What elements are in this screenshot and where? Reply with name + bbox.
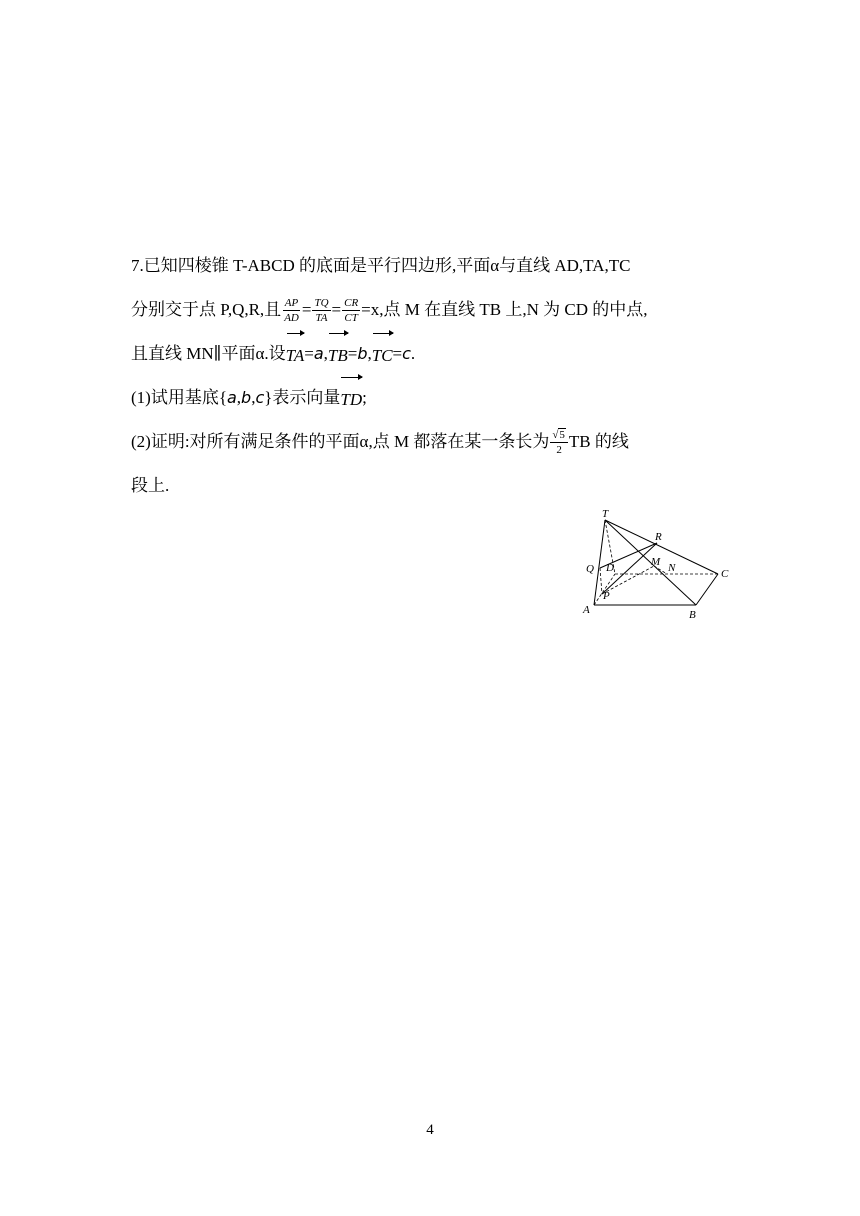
label-c: C (721, 568, 729, 580)
basis-c: c (255, 388, 265, 407)
part-1-prefix: (1)试用基底{ (131, 388, 227, 407)
label-t: T (602, 508, 609, 520)
vector-ta: TA (286, 330, 305, 378)
edge-tc (605, 520, 718, 574)
fraction-cr-ct: $\frac{CR}{CT}$ (344, 296, 359, 324)
fraction-sqrt5-over-2 (550, 429, 568, 456)
label-q: Q (586, 563, 594, 575)
equals-sign: = (301, 300, 312, 319)
edge-bc (696, 574, 718, 605)
part-1-mid: }表示向量 (264, 388, 341, 407)
problem-line-3 (131, 332, 751, 376)
var-b: b (357, 344, 368, 363)
vector-tb: TB (328, 330, 348, 378)
label-r: R (655, 531, 662, 543)
problem-statement-line-2-prefix: 分别交于点 P,Q,R,且 (131, 300, 282, 319)
part-2 (131, 420, 751, 464)
comma: , (367, 344, 372, 363)
equals-sign: = (392, 344, 403, 363)
problem-7 (131, 244, 751, 508)
label-n: N (668, 562, 676, 574)
label-p: P (603, 590, 610, 602)
segment-qp (600, 568, 602, 594)
problem-line-1 (131, 244, 751, 288)
fraction-tq-ta: $\frac{TQ}{TA}$ (314, 296, 329, 324)
comma: , (323, 344, 328, 363)
problem-statement-line-1: 7.已知四棱锥 T-ABCD 的底面是平行四边形,平面α与直线 AD,TA,TC (131, 256, 631, 275)
label-a: A (583, 604, 590, 616)
part-2-prefix: (2)证明:对所有满足条件的平面α,点 M 都落在某一条长为 (131, 432, 550, 451)
comma: , (236, 388, 242, 407)
basis-a: a (226, 388, 237, 407)
part-2-continuation: 段上. (131, 476, 170, 495)
comma: , (251, 388, 256, 407)
label-d: D (606, 562, 614, 574)
part-1-suffix: ; (362, 388, 367, 407)
part-2-suffix: TB 的线 (568, 432, 629, 451)
fraction-ap-ad: $\frac{AP}{AD}$ (284, 296, 299, 324)
sqrt-radicand: 5 (559, 428, 565, 441)
equals-sign: = (347, 344, 358, 363)
vector-tc: TC (372, 330, 393, 378)
pyramid-figure (578, 506, 748, 626)
problem-statement-line-2-suffix: =x,点 M 在直线 TB 上,N 为 CD 的中点, (361, 300, 648, 319)
vector-td: TD (340, 374, 362, 422)
part-1 (131, 376, 751, 420)
part-2-line-2 (131, 464, 751, 508)
equals-sign: = (304, 344, 314, 363)
label-b: B (689, 609, 696, 621)
period: . (410, 344, 416, 363)
problem-statement-line-3-prefix: 且直线 MN∥平面α.设 (131, 344, 286, 363)
var-c: c (402, 344, 411, 363)
var-a: a (313, 344, 324, 363)
label-m: M (651, 556, 661, 568)
basis-b: b (241, 388, 252, 407)
sqrt-symbol: √ (552, 428, 559, 441)
problem-line-2 (131, 288, 751, 332)
equals-sign: = (331, 300, 342, 319)
page-number: 4 (426, 1122, 434, 1138)
fraction-denominator: 2 (556, 443, 562, 456)
